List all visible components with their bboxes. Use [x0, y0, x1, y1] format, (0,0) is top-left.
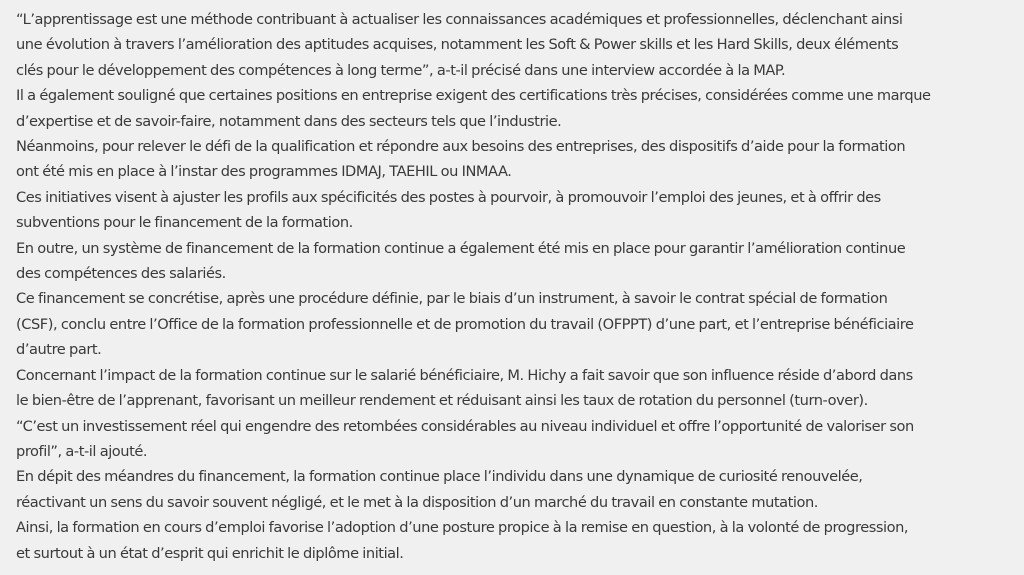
text-line: clés pour le développement des compétences à long terme”, a-t-il précisé dans une interview accordée à la MAP. — [16, 61, 786, 79]
paragraph-quote-investissement — [16, 414, 1020, 465]
text-line: (CSF), conclu entre l’Office de la formation professionnelle et de promotion du travail (OFPPT) d’une part, et l’entreprise bénéficiaire — [16, 315, 914, 333]
article-body — [16, 7, 1020, 566]
scroll-cutoff-mask — [0, 0, 1024, 4]
text-line: Concernant l’impact de la formation continue sur le salarié bénéficiaire, M. Hichy a fait savoir que son influence réside d’abord dans — [16, 366, 913, 384]
text-line: réactivant un sens du savoir souvent négligé, et le met à la disposition d’un marché du travail en constante mutation. — [16, 493, 819, 511]
paragraph-impact-salarie — [16, 363, 1020, 414]
text-line: d’autre part. — [16, 341, 102, 359]
paragraph-financement-continue — [16, 236, 1020, 287]
text-line: “L’apprentissage est une méthode contribuant à actualiser les connaissances académiques et professionnelles, déclenchant ainsi — [16, 11, 903, 28]
paragraph-initiatives — [16, 185, 1020, 236]
text-line: une évolution à travers l’amélioration des aptitudes acquises, notamment les Soft & Power skills et les Hard Skills, deux éléments — [16, 36, 899, 54]
paragraph-meandres-financement — [16, 464, 1020, 515]
text-line: Ce financement se concrétise, après une procédure définie, par le biais d’un instrument, à savoir le contrat spécial de formation — [16, 290, 888, 308]
text-line: ont été mis en place à l’instar des programmes IDMAJ, TAEHIL ou INMAA. — [16, 163, 512, 181]
text-line: “C’est un investissement réel qui engendre des retombées considérables au niveau individuel et offre l’opportunité de valoriser son — [16, 417, 914, 435]
text-line: Il a également souligné que certaines positions en entreprise exigent des certifications très précises, considérées comme une marque — [16, 87, 931, 105]
text-line: et surtout à un état d’esprit qui enrichit le diplôme initial. — [16, 544, 404, 562]
paragraph-certifications — [16, 83, 1020, 134]
paragraph-conclusion — [16, 515, 1020, 566]
text-line: En dépit des méandres du financement, la formation continue place l’individu dans une dynamique de curiosité renouvelée, — [16, 468, 863, 486]
text-line: le bien-être de l’apprenant, favorisant un meilleur rendement et réduisant ainsi les taux de rotation du personnel (turn-over). — [16, 392, 868, 410]
paragraph-contrat-csf — [16, 286, 1020, 362]
paragraph-dispositifs-aide — [16, 134, 1020, 185]
text-line: profil”, a-t-il ajouté. — [16, 442, 148, 460]
text-line: En outre, un système de financement de la formation continue a également été mis en place pour garantir l’amélioration continue — [16, 239, 906, 257]
text-line: Ces initiatives visent à ajuster les profils aux spécificités des postes à pourvoir, à promouvoir l’emploi des jeunes, et à offrir des — [16, 188, 881, 206]
text-line: des compétences des salariés. — [16, 265, 226, 283]
text-line: subventions pour le financement de la formation. — [16, 214, 353, 232]
text-line: Néanmoins, pour relever le défi de la qualification et répondre aux besoins des entreprises, des dispositifs d’aide pour la formation — [16, 138, 906, 156]
text-line: Ainsi, la formation en cours d’emploi favorise l’adoption d’une posture propice à la remise en question, à la volonté de progression, — [16, 519, 909, 537]
text-line: d’expertise et de savoir-faire, notamment dans des secteurs tels que l’industrie. — [16, 112, 562, 130]
paragraph-quote-apprentissage — [16, 7, 1020, 83]
